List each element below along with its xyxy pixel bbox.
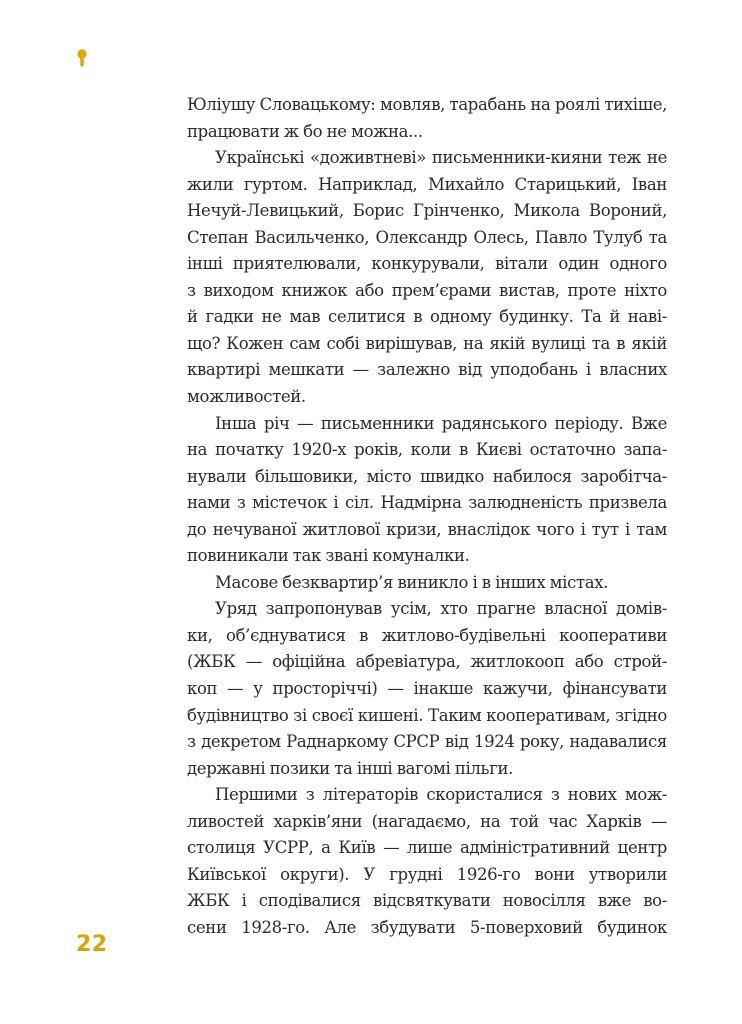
text-line: на початку 1920-х років, коли в Києві остаточно запа- — [187, 440, 667, 460]
text-line: Інша річ — письменники радянського періоду. Вже — [215, 413, 667, 433]
text-line: що? Кожен сам собі вирішував, на якій вулиці та в якій — [187, 333, 667, 353]
text-line: будівництво зі своєї кишені. Таким кооперативам, згідно — [187, 705, 667, 725]
text-line: Київської округи). У грудні 1926-го вони утворили — [187, 864, 667, 884]
text-line: й гадки не мав селитися в одному будинку. Та й наві- — [187, 307, 667, 327]
keyhole-icon — [77, 49, 87, 67]
text-line: ЖБК і сподівалися відсвяткувати новосілля вже во- — [187, 891, 667, 911]
text-line: Українські «доживтневі» письменники-кияни теж не — [215, 148, 667, 168]
text-line: столиця УСРР, а Київ — лише адміністративний центр — [187, 838, 667, 858]
body-text — [187, 92, 667, 942]
text-line: Масове безквартир’я виникло і в інших містах. — [215, 572, 609, 592]
text-line: інші приятелювали, конкурували, вітали один одного — [187, 254, 667, 274]
text-line: Степан Васильченко, Олександр Олесь, Павло Тулуб та — [187, 227, 667, 247]
text-line: Юліушу Словацькому: мовляв, тарабань на роялі тихіше, — [187, 95, 667, 114]
page-number: 22 — [76, 932, 108, 957]
text-line: нами з містечок і сіл. Надмірна залюдненість призвела — [187, 493, 667, 513]
text-line: повиникали так звані комуналки. — [187, 546, 470, 566]
text-line: нували більшовики, місто швидко набилося заробітча- — [187, 466, 667, 486]
text-line: сени 1928-го. Але збудувати 5-поверховий будинок — [187, 917, 667, 937]
text-line: Першими з літераторів скористалися з нових мож- — [215, 785, 667, 805]
text-line: Уряд запропонував усім, хто прагне власної домів- — [215, 599, 667, 619]
text-line: жили гуртом. Наприклад, Михайло Старицький, Іван — [187, 174, 667, 194]
text-line: ливостей харків’яни (нагадаємо, на той час Харків — — [187, 811, 667, 831]
text-line: державні позики та інші вагомі пільги. — [187, 758, 514, 778]
text-line: з виходом книжок або прем’єрами вистав, проте ніхто — [187, 280, 667, 300]
text-line: можливостей. — [187, 387, 306, 407]
text-line: (ЖБК — офіційна абревіатура, житлокооп або строй- — [187, 652, 667, 672]
text-line: коп — у просторіччі) — інакше кажучи, фінансувати — [187, 679, 667, 699]
text-line: ки, об’єднуватися в житлово-будівельні кооперативи — [187, 625, 667, 645]
text-line: квартирі мешкати — залежно від уподобань і власних — [187, 360, 667, 380]
text-line: з декретом Раднаркому СРСР від 1924 року, надавалися — [187, 732, 667, 752]
text-line: працювати ж бо не можна... — [187, 121, 423, 141]
text-line: до нечуваної житлової кризи, внаслідок чого і тут і там — [187, 519, 667, 539]
text-line: Нечуй-Левицький, Борис Грінченко, Микола Вороний, — [187, 201, 667, 221]
